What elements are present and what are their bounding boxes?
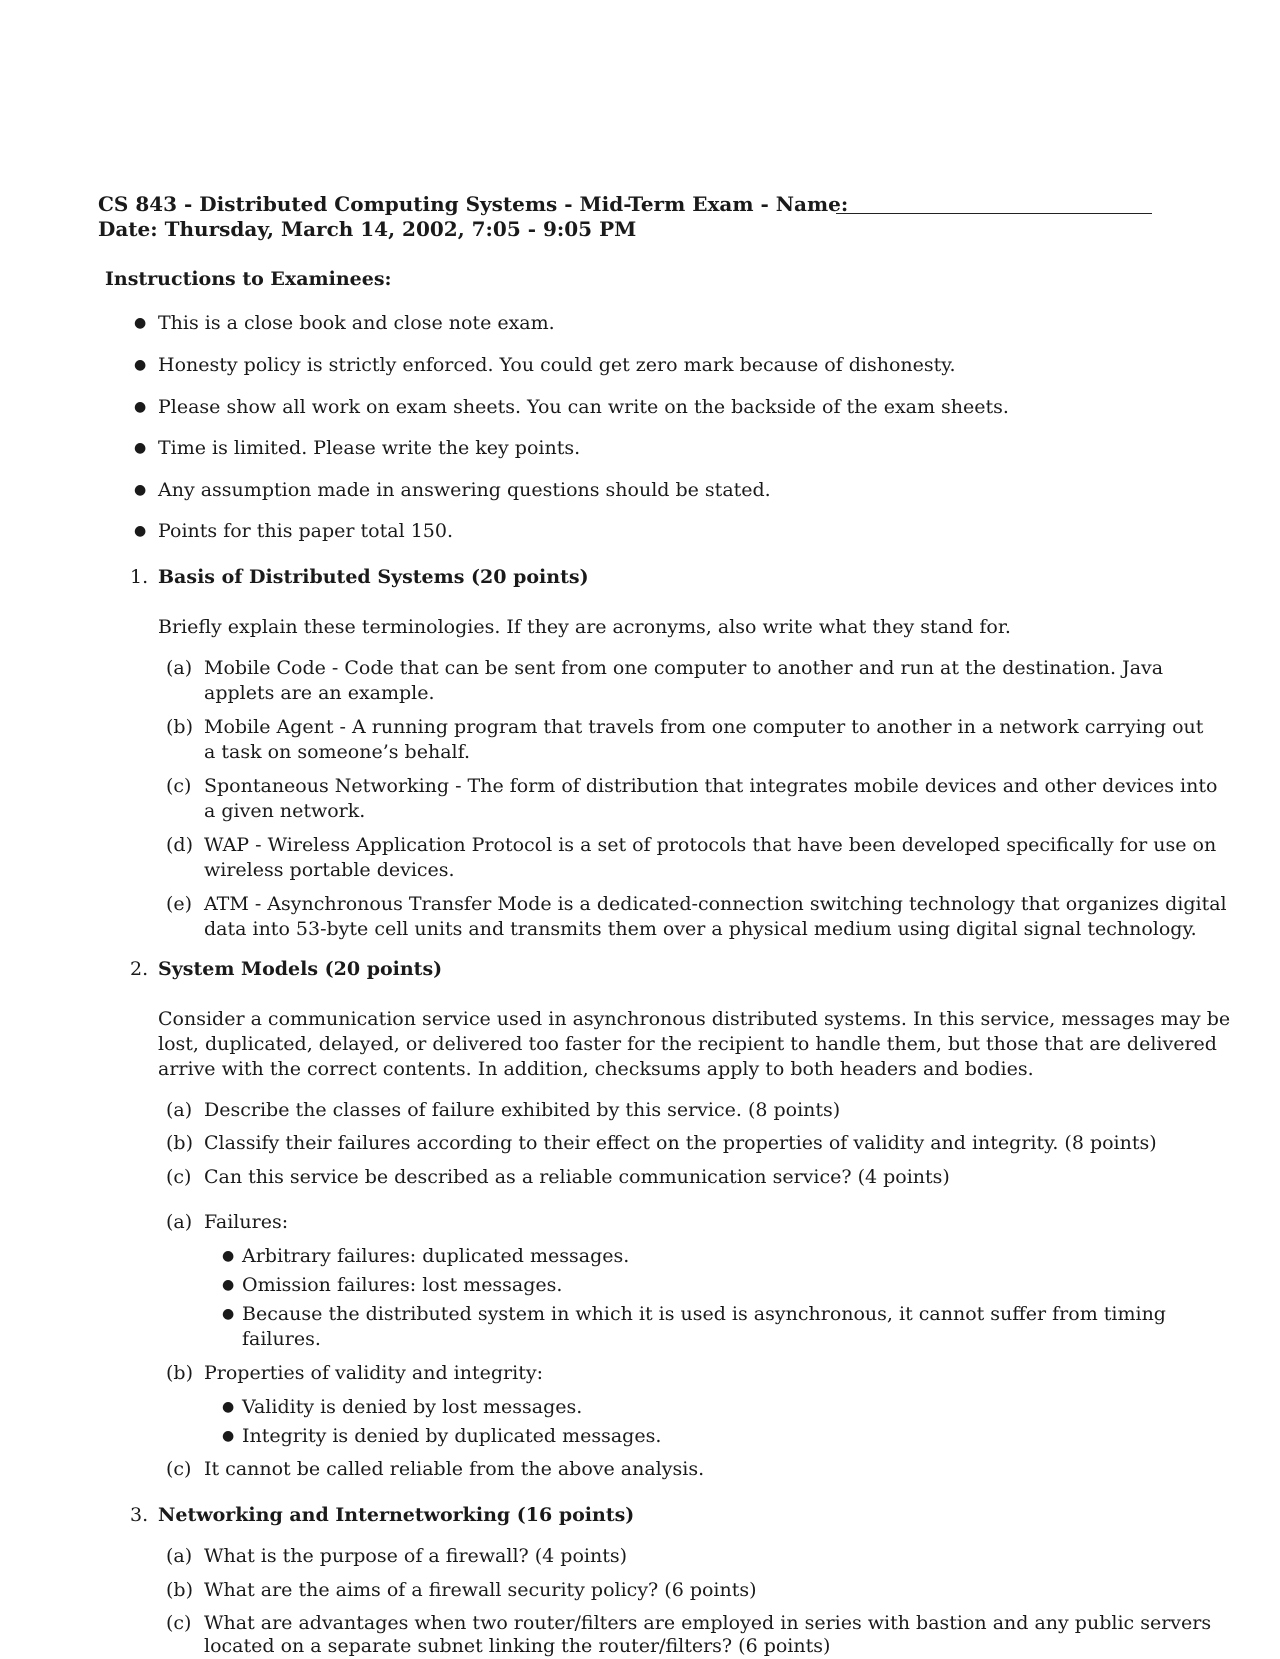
exam-date: Date: Thursday, March 14, 2002, 7:05 - 9:05 PM [98, 217, 637, 241]
q2-title: System Models (20 points) [158, 958, 443, 980]
q2-intro-cont: lost, duplicated, delayed, or delivered too faster for the recipient to handle them, but those that are delivered [158, 1033, 1217, 1055]
instructions-heading: Instructions to Examinees: [105, 268, 392, 290]
q1d-text-cont: wireless portable devices. [204, 859, 455, 881]
instruction-item: This is a close book and close note exam. [158, 312, 555, 334]
bullet-icon: ● [222, 1428, 235, 1444]
q2a-text: Describe the classes of failure exhibited by this service. (8 points) [204, 1099, 841, 1121]
q1b-text: Mobile Agent - A running program that travels from one computer to another in a network carrying out [204, 716, 1204, 738]
q1c-text-cont: a given network. [204, 800, 366, 822]
q1a-text: Mobile Code - Code that can be sent from one computer to another and run at the destination. Java [204, 657, 1164, 679]
q1a-text-cont: applets are an example. [204, 682, 435, 704]
q3b-label: (b) [166, 1579, 193, 1601]
bullet-icon: ● [134, 482, 147, 498]
q1e-label: (e) [166, 893, 193, 915]
q3c-label: (c) [166, 1612, 192, 1634]
q3c-text: What are advantages when two router/filters are employed in series with bastion and any public servers [204, 1612, 1212, 1634]
q1-title: Basis of Distributed Systems (20 points) [158, 566, 589, 588]
name-blank-line [836, 213, 1152, 214]
q2b-text: Classify their failures according to their effect on the properties of validity and integrity. (8 points) [204, 1132, 1157, 1154]
q3-title: Networking and Internetworking (16 points) [158, 1504, 635, 1526]
q2-number: 2. [130, 958, 149, 980]
q1e-text: ATM - Asynchronous Transfer Mode is a dedicated-connection switching technology that organizes digital [204, 893, 1227, 915]
answer-item: Arbitrary failures: duplicated messages. [242, 1245, 630, 1267]
answer-item: Integrity is denied by duplicated messages. [242, 1425, 662, 1447]
q3b-text: What are the aims of a firewall security policy? (6 points) [204, 1579, 757, 1601]
exam-title: CS 843 - Distributed Computing Systems - Mid-Term Exam - Name: [98, 192, 849, 216]
q1b-label: (b) [166, 716, 193, 738]
q2c-text: Can this service be described as a reliable communication service? (4 points) [204, 1166, 950, 1188]
q2c-label: (c) [166, 1166, 192, 1188]
bullet-icon: ● [134, 315, 147, 331]
q1d-label: (d) [166, 834, 193, 856]
instruction-item: Please show all work on exam sheets. You can write on the backside of the exam sheets. [158, 396, 1009, 418]
q1-number: 1. [130, 566, 149, 588]
q1-intro: Briefly explain these terminologies. If they are acronyms, also write what they stand for. [158, 616, 1011, 638]
bullet-icon: ● [222, 1248, 235, 1264]
q1e-text-cont: data into 53-byte cell units and transmits them over a physical medium using digital signal technology. [204, 918, 1197, 940]
answer-item-cont: failures. [242, 1328, 321, 1350]
instruction-item: Honesty policy is strictly enforced. You could get zero mark because of dishonesty. [158, 354, 956, 376]
q2-intro-cont: arrive with the correct contents. In addition, checksums apply to both headers and bodies. [158, 1058, 1034, 1080]
q1b-text-cont: a task on someone’s behalf. [204, 741, 470, 763]
instruction-item: Points for this paper total 150. [158, 520, 454, 542]
q1c-label: (c) [166, 775, 192, 797]
q3a-text: What is the purpose of a firewall? (4 points) [204, 1545, 628, 1567]
bullet-icon: ● [222, 1277, 235, 1293]
bullet-icon: ● [134, 523, 147, 539]
bullet-icon: ● [134, 357, 147, 373]
instruction-item: Time is limited. Please write the key points. [158, 437, 581, 459]
q3c-text-cont: located on a separate subnet linking the router/filters? (6 points) [204, 1635, 831, 1657]
q2-answer-c-label: (c) [166, 1458, 192, 1480]
instruction-item: Any assumption made in answering questions should be stated. [158, 479, 771, 501]
answer-item: Omission failures: lost messages. [242, 1274, 563, 1296]
bullet-icon: ● [222, 1399, 235, 1415]
q1c-text: Spontaneous Networking - The form of distribution that integrates mobile devices and other devices into [204, 775, 1218, 797]
q1a-label: (a) [166, 657, 193, 679]
q1d-text: WAP - Wireless Application Protocol is a set of protocols that have been developed specifically for use on [204, 834, 1217, 856]
q2-answer-a-label: (a) [166, 1211, 193, 1233]
q3a-label: (a) [166, 1545, 193, 1567]
q2-answer-b-label: (b) [166, 1362, 193, 1384]
answer-item: Validity is denied by lost messages. [242, 1396, 583, 1418]
q2a-label: (a) [166, 1099, 193, 1121]
bullet-icon: ● [134, 399, 147, 415]
bullet-icon: ● [222, 1306, 235, 1322]
q2-answer-c-text: It cannot be called reliable from the above analysis. [204, 1458, 705, 1480]
q2-answer-a-title: Failures: [204, 1211, 289, 1233]
q2b-label: (b) [166, 1132, 193, 1154]
q2-answer-b-title: Properties of validity and integrity: [204, 1362, 543, 1384]
answer-item: Because the distributed system in which it is used is asynchronous, it cannot suffer from timing [242, 1303, 1166, 1325]
q3-number: 3. [130, 1504, 149, 1526]
q2-intro: Consider a communication service used in asynchronous distributed systems. In this service, messages may be [158, 1008, 1231, 1030]
bullet-icon: ● [134, 440, 147, 456]
